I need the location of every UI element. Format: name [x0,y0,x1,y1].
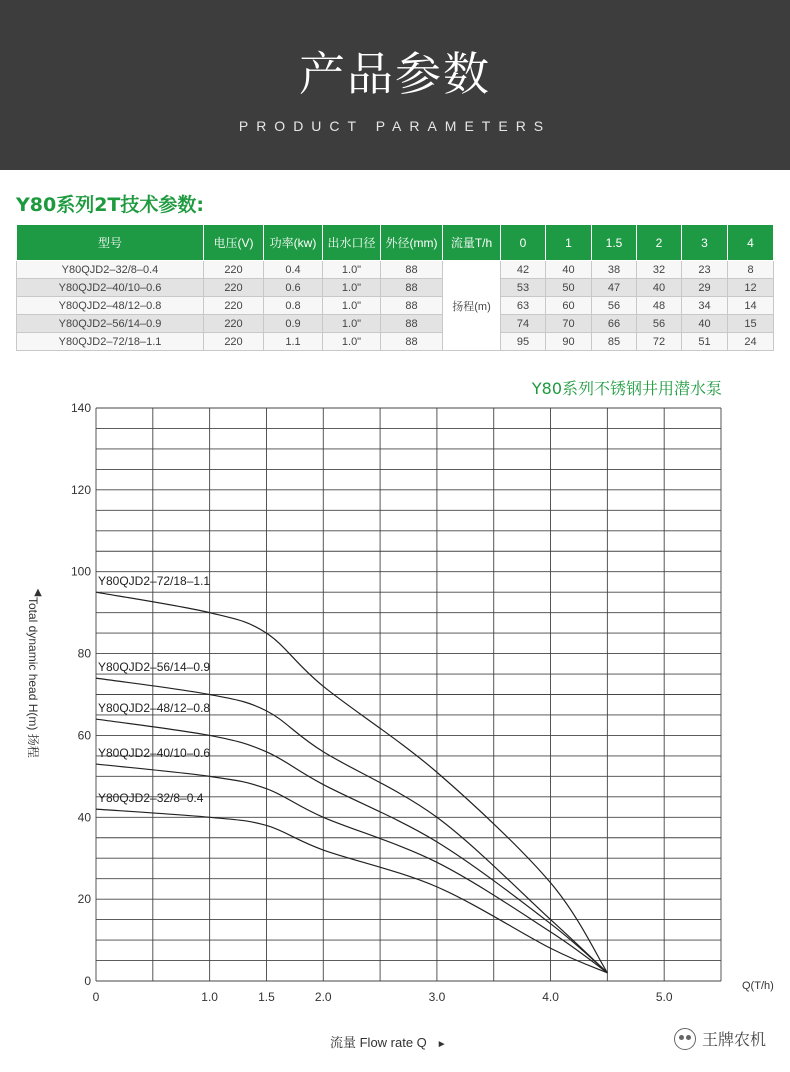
y-tick-label: 80 [77,646,91,661]
header-cell: 出水口径 [323,225,381,261]
table-row [17,297,774,315]
power-cell: 0.4 [264,261,323,279]
head-cell: 24 [728,333,774,351]
x-tick-label: 4.0 [542,990,559,1004]
up-arrow-icon: ▲ [34,587,42,598]
x-tick-label: 1.0 [201,990,218,1004]
wechat-icon [674,1028,696,1050]
model-cell: Y80QJD2–32/8–0.4 [17,261,204,279]
head-cell: 56 [592,297,637,315]
voltage-cell: 220 [204,261,264,279]
x-tick-label: 0 [92,990,100,1004]
head-cell: 23 [682,261,728,279]
head-cell: 60 [546,297,592,315]
x-tick-label: 1.5 [258,990,275,1004]
series-label: Y80QJD2–32/8–0.4 [98,791,204,806]
series-label: Y80QJD2–48/12–0.8 [98,701,211,716]
section-title: Y80系列2T技术参数: [16,194,204,216]
head-cell: 63 [501,297,546,315]
header-cell: 流量T/h [443,225,501,261]
voltage-cell: 220 [204,315,264,333]
header-cell: 1.5 [592,225,637,261]
watermark-text: 王牌农机 [701,1030,766,1049]
table-row [17,315,774,333]
y-tick-label: 100 [70,564,91,579]
power-cell: 0.6 [264,279,323,297]
power-cell: 0.8 [264,297,323,315]
series-curve [96,809,607,973]
y-tick-label: 60 [77,728,91,743]
diameter-cell: 88 [381,261,443,279]
head-cell: 53 [501,279,546,297]
head-cell: 47 [592,279,637,297]
head-cell: 32 [637,261,682,279]
diameter-cell: 88 [381,315,443,333]
head-cell: 40 [637,279,682,297]
y-tick-label: 140 [70,401,91,415]
series-label: Y80QJD2–72/18–1.1 [98,574,211,589]
page-subtitle: PRODUCT PARAMETERS [238,118,552,134]
head-cell: 40 [546,261,592,279]
header-cell: 0 [501,225,546,261]
pump-curve-chart [0,395,790,1020]
head-cell: 40 [682,315,728,333]
voltage-cell: 220 [204,279,264,297]
outlet-cell: 1.0" [323,261,381,279]
head-cell: 56 [637,315,682,333]
outlet-cell: 1.0" [323,315,381,333]
y-tick-label: 120 [70,482,91,497]
head-cell: 29 [682,279,728,297]
model-cell: Y80QJD2–48/12–0.8 [17,297,204,315]
table-row [17,261,774,279]
head-cell: 51 [682,333,728,351]
voltage-cell: 220 [204,333,264,351]
y-tick-label: 0 [84,974,91,988]
head-cell: 14 [728,297,774,315]
head-cell: 50 [546,279,592,297]
outlet-cell: 1.0" [323,297,381,315]
diameter-cell: 88 [381,279,443,297]
power-cell: 1.1 [264,333,323,351]
model-cell: Y80QJD2–72/18–1.1 [17,333,204,351]
x-axis-label: 流量 Flow rate Q [330,1035,427,1050]
head-cell: 48 [637,297,682,315]
page-title: 产品参数 [299,47,491,101]
head-cell: 12 [728,279,774,297]
table-header-row [17,225,774,261]
watermark [674,1027,766,1050]
series-label: Y80QJD2–56/14–0.9 [98,660,211,675]
series-curve [96,678,607,973]
y-axis-label: Total dynamic head H(m) 扬程 [26,597,40,758]
x-axis-title [330,1032,447,1051]
head-cell: 85 [592,333,637,351]
x-tick-label: 5.0 [655,990,673,1004]
header-cell: 型号 [17,225,204,261]
head-cell: 74 [501,315,546,333]
outlet-cell: 1.0" [323,279,381,297]
y-axis-title [26,587,48,817]
table-row [17,333,774,351]
head-cell: 42 [501,261,546,279]
right-arrow-icon: ► [436,1039,447,1050]
series-curve [96,592,607,973]
header-cell: 2 [637,225,682,261]
table-row [17,279,774,297]
model-cell: Y80QJD2–40/10–0.6 [17,279,204,297]
head-cell: 38 [592,261,637,279]
header-cell: 3 [682,225,728,261]
head-cell: 95 [501,333,546,351]
header-banner [0,0,790,170]
header-cell: 功率(kw) [264,225,323,261]
head-cell: 34 [682,297,728,315]
header-cell: 1 [546,225,592,261]
diameter-cell: 88 [381,333,443,351]
header-cell: 4 [728,225,774,261]
parameter-table [16,224,774,351]
diameter-cell: 88 [381,297,443,315]
head-cell: 66 [592,315,637,333]
head-cell: 72 [637,333,682,351]
head-cell: 70 [546,315,592,333]
y-tick-label: 20 [77,892,91,907]
head-cell: 15 [728,315,774,333]
head-cell: 8 [728,261,774,279]
model-cell: Y80QJD2–56/14–0.9 [17,315,204,333]
outlet-cell: 1.0" [323,333,381,351]
y-tick-label: 40 [77,810,91,825]
head-label-cell: 扬程(m) [443,261,501,351]
header-cell: 外径(mm) [381,225,443,261]
chart-caption: Y80系列不锈钢井用潜水泵 [531,379,722,398]
x-tick-label: 3.0 [428,990,446,1004]
power-cell: 0.9 [264,315,323,333]
x-tick-label: 2.0 [314,990,332,1004]
x-axis-end-label: Q(T/h) [742,980,774,992]
head-cell: 90 [546,333,592,351]
header-cell: 电压(V) [204,225,264,261]
voltage-cell: 220 [204,297,264,315]
series-label: Y80QJD2–40/10–0.6 [98,746,211,761]
